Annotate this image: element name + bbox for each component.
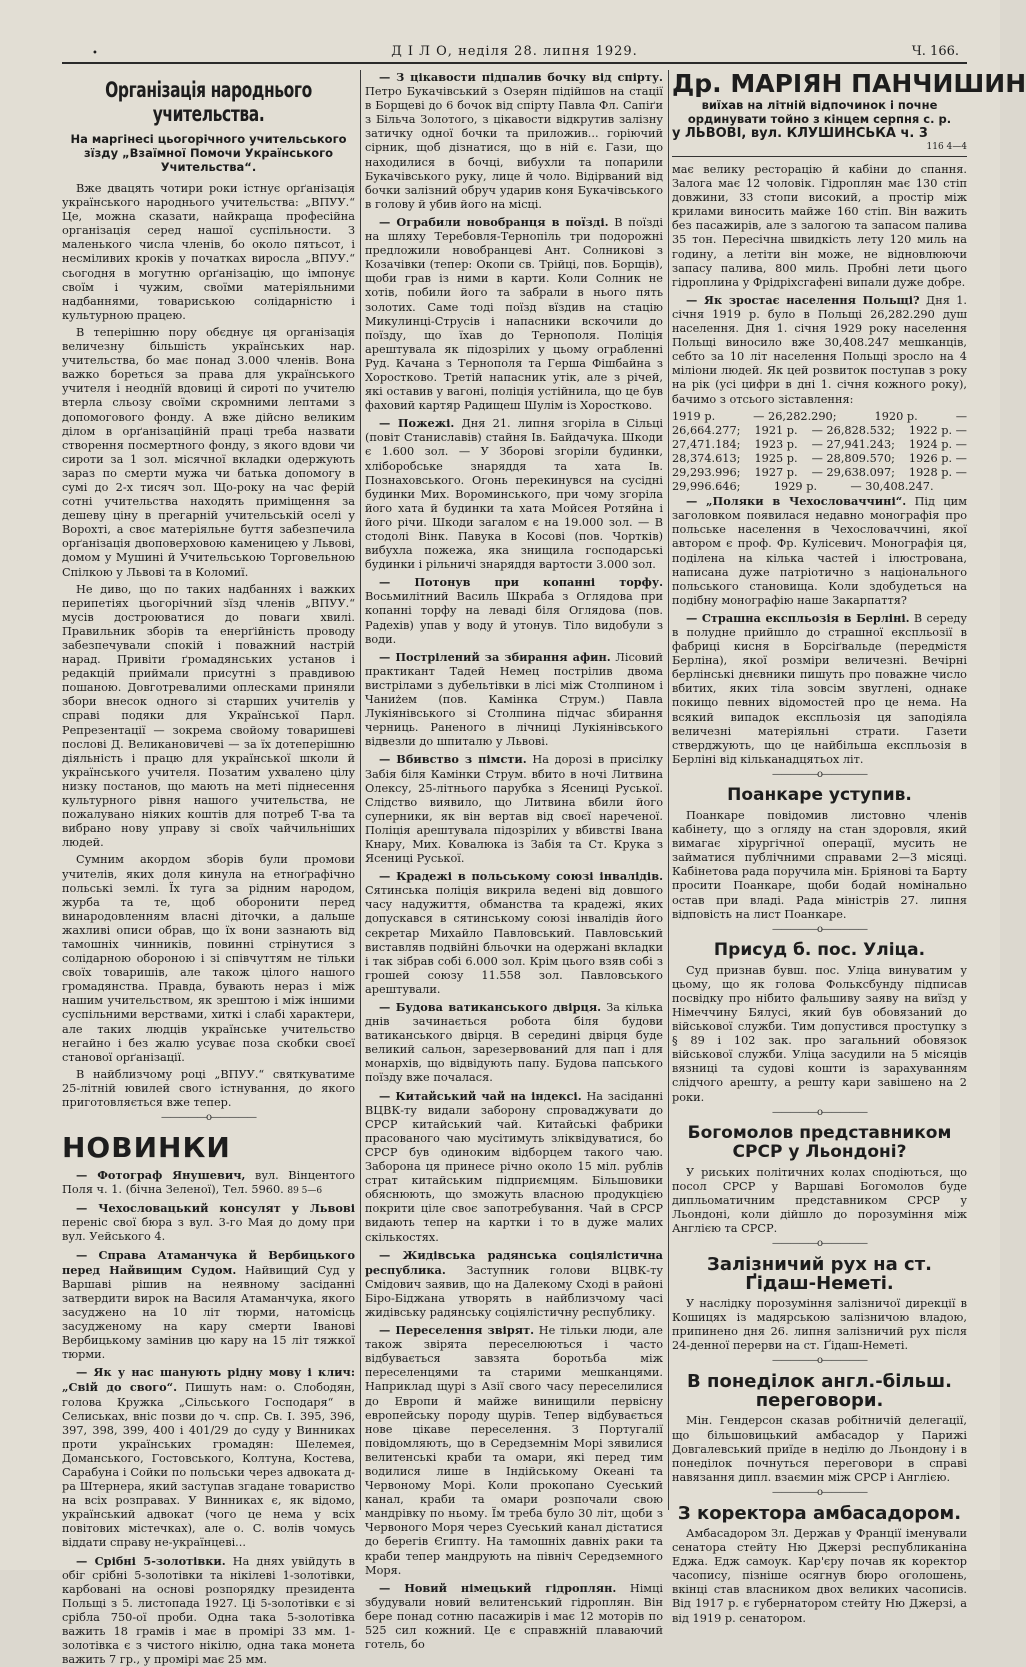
divider: —————o————— bbox=[771, 923, 868, 935]
table-cell: 1927 р. bbox=[754, 465, 798, 479]
table-cell: 1928 р. — bbox=[908, 465, 967, 479]
divider: —————o————— bbox=[771, 1106, 868, 1118]
news-item-lead: — Пострілений за збирання афин. bbox=[379, 649, 611, 664]
table-cell: — bbox=[955, 409, 967, 423]
ad-line: виїхав на літній відпочинок і почне ординувати тойно з кінцем серпня с. р. bbox=[687, 98, 952, 126]
divider: —————o————— bbox=[771, 768, 868, 780]
section-title: В понеділок англ.-більш. переговори. bbox=[687, 1371, 952, 1412]
table-cell: 29,996.646; bbox=[672, 480, 741, 494]
news-item bbox=[365, 752, 663, 866]
advertisement bbox=[672, 69, 1026, 157]
news-item bbox=[672, 611, 967, 767]
table-cell: 27,471.184; bbox=[672, 437, 741, 451]
column-right bbox=[672, 69, 1026, 1625]
news-item bbox=[365, 1248, 663, 1320]
news-item bbox=[672, 293, 967, 407]
table-row bbox=[672, 424, 967, 438]
section-title: Залізничий рух на ст. Ґідаш-Неметі. bbox=[707, 1254, 932, 1295]
news-item-text: Заступник голови ВЦВК-ту Смідович заявив, що на Далекому Сході в районі Біро-Біджана утворять в найблизчому часі жидівську радянську соціялістичну республику. bbox=[365, 1263, 663, 1319]
table-row bbox=[672, 466, 967, 480]
news-item bbox=[672, 163, 967, 290]
news-item bbox=[365, 650, 663, 750]
news-item-text: На днях увійдуть в обіг срібні 5-золотівки та нікілеві 1-золотівки, карбовані на основі розпорядку президента Польщі з 5. листопада 1927. Ці 5-золотівки є зі срібла 750-ої проби. Одна така 5-золотівка важить 18 грамів і має в промірі 33 мм. 1-золотівка є з чистого нікілю, одна така монета важить 7 гр., у промірі має 25 мм. bbox=[62, 1554, 355, 1667]
paragraph: Сумним акордом зборів були промови учителів, яких доля кинула на етноґрафічно польські землі. Їх туга за рідним народом, журба та те, щоб оборонити перед винародовленням власні діточки, а дальше жахливі описи обрав, що їх вони зазнають від тамошніх чинників, повинні стрінутися з солідарною обороною і зі співчуттям не тільки своїх товаришів, але також цілого нашого громадянства. Правда, бувають нераз і між нашим учительством, як зрештою і між іншими суспільними верствами, хиткі і слабі характери, але таких людців українське учительство негайно і без жалю усуває поза скобки своєї станової орґанізації. bbox=[62, 853, 355, 1064]
section-title: Присуд б. пос. Уліца. bbox=[713, 939, 926, 960]
news-item bbox=[365, 1581, 663, 1652]
table-cell: — 28,809.570; bbox=[811, 451, 895, 465]
paragraph: Амбасадором Зл. Держав у Франції іменували сенатора стейту Ню Джерзі республиканіна Еджа. Едж самоук. Кар'єру почав як коректор часопису, пізніше осягнув бюро оголошень, вкінці став власником двох великих часописів. Від 1917 р. є губернатором стейту Ню Джерзі, а від 1919 р. сенатором. bbox=[672, 1526, 967, 1625]
divider: —————o————— bbox=[771, 1486, 868, 1498]
news-item bbox=[62, 1554, 355, 1667]
news-item-text: має велику ресторацію й кабіни до спання. Залога має 12 чоловік. Гідроплян має 130 стіп довжини, 33 стопи високий, а простір між крилами виносить майже 160 стіп. Він важить без пасажирів, але з залогою та запасом палива 35 тон. Пересічна швидкість лету 120 миль на годину, а летіти він може, не відновлюючи запасу палива, 800 миль. Пробні лети цього гідроплина у Фрідріхсгафені випали дуже добре. bbox=[672, 163, 967, 289]
ad-address: у ЛЬВОВІ, вул. КЛУШИНСЬКА ч. 3 bbox=[672, 126, 928, 141]
column-middle bbox=[365, 70, 663, 1652]
paragraph: Вже двацять чотири роки істнує орґанізація українського народнього учительства: „ВПУУ.“ Це, можна сказати, найкраща професійна організація серед нашої суспільности. З маленького числа членів, бо около пятьсот, і несміливих кроків у початках виросла „ВПУУ.“ сьогодня в могутню орґанізацію, що імпонує своїм і чужим, своїми матеріяльними надбаннями, товариською солідарністю і культурною працею. bbox=[62, 182, 355, 322]
table-cell: 1923 р. bbox=[754, 437, 798, 451]
news-item-lead: — Будова ватиканського двірця. bbox=[379, 1000, 602, 1014]
article-title: Організація народнього учительства. bbox=[105, 78, 312, 126]
news-item-text: Пишуть нам: о. Слободян, голова Кружка „Сільського Господаря“ в Селиськах, вніс позви до ч. спр. Св. І. 395, 396, 397, 398, 399, 400 і 401/29 до суду у Винниках проти українських громадян: Шелемея, Доманського, Гостовського, Колтуна, Костева, Сарабуна і Сойки по польськи через адвоката д-ра Штернера, який заступав згадане товариство на всіх розправах. У Винниках є, як відомо, український адвокат (чого це нема у всіх повітових містечках), але о. С. волів чомусь віддати справу не-українцеві... bbox=[62, 1381, 355, 1550]
column-left bbox=[62, 70, 355, 1667]
table-row bbox=[672, 438, 967, 452]
table-cell: — 30,408.247. bbox=[850, 480, 934, 494]
table-row bbox=[672, 480, 967, 494]
table-cell: 1929 р. bbox=[773, 480, 818, 494]
news-item-text: Німці збудували новий велитенський гідроплян. Він бере понад сотню пасажирів і має 12 моторів по 525 сил кожний. Це є справжній плаваючий готель, бо bbox=[365, 1581, 663, 1652]
news-item-text: В середу в полудне прийшло до страшної експльозії в фабриці кисня в Борсіґвальде (передмістя Берліна), якої розміри величезні. Вечірні берлінські днєвники пишуть про поважне число вбитих, яких тіла зовсім звуглені, однаке покищо певних відомостей про це нема. На всякий випадок експльозія ця заподіяла величезні матеріяльні страти. Газети стверджують, що це найбільша експльозія в Берліні від кільканадцятьох літ. bbox=[672, 611, 967, 766]
news-item-lead: — Як зростає населення Польщі? bbox=[686, 292, 920, 307]
news-item-text: На дорозі в присілку Забія біля Камінки Струм. вбито в ночі Литвина Олексу, 25-літнього парубка з Ясениці Руської. Слідство виявило, що Литвина вбили його суперники, як він вертав від своєї нареченої. Поліція арештувала підозрілих у вбивстві Івана Кнару, Мих. Ковалюка із Забія та Ст. Крука з Ясениці Руської. bbox=[365, 753, 663, 866]
table-cell: 1920 р. bbox=[874, 409, 918, 423]
table-cell: 29,293.996; bbox=[672, 465, 741, 479]
table-row bbox=[672, 410, 967, 424]
news-item-lead: — Срібні 5-золотівки. bbox=[76, 1553, 226, 1568]
table-cell: — 29,638.097; bbox=[811, 465, 895, 479]
table-cell: 1924 р. — bbox=[908, 437, 967, 451]
paragraph: В теперішню пору обєднує ця організація величезну більшість українських нар. учительства, бо має понад 3.000 членів. Вона важко бореться за права для українського учителя і неоднїй вдовиці й сироті по учителю втерла сльозу своїми скромними лептами з допомогового фонду. А вже дійсно великим ділом в орґанізаційній праці треба назвати створення посмертного фонду, з якого вдови чи сироти за 1 зол. місячної вкладки одержують зараз по смерти мужа чи батька допомогу в сумі до 2-х тисяч зол. Що-року на час ферій сотні учительства находять приміщення за дешеву ціну в прегарній учительській оселі у Ворохті, а своє матеріяльне буття забезпечила орґанізація двоповерховою каменицею у Львові, домом у Мушині й Учительською Торговельною Спілкою у Львові та в Коломиї. bbox=[62, 325, 355, 579]
news-item-text: За кілька днів зачинається робота біля будови ватиканського двірця. В середині двірця буде великий сальон, зарезервований для пап і для монархів, що відвідують папу. Будова папського поїзду вже почалася. bbox=[365, 1001, 663, 1085]
news-item bbox=[365, 215, 663, 413]
divider: —————o————— bbox=[771, 1355, 868, 1367]
news-item bbox=[62, 1248, 355, 1363]
news-item bbox=[365, 1000, 663, 1086]
news-item bbox=[62, 1201, 355, 1244]
news-item-lead: — Ограбили новобранця в поїзді. bbox=[379, 214, 609, 229]
news-item-text: Не тільки люди, але також звірята переселюються і часто відбувається завзята боротьба між переселенцями та старими мешканцями. Наприклад щурі з Азії свого часу переселилися до Европи й майже винищили первісну европейську породу щурів. Тепер відбувається нове цікаве переселення. З Португалії повідомляють, що в Середземнім Морі зявилися велитенські краби та омари, які перед тим водилися лише в Індійському Океані та Червоному Морі. Коли прокопано Суеський канал, краби та омари розпочали свою мандрівку по ньому. Їм треба було 30 літ, щоби з Червоного Моря через Суеський канал дістатися до берегів Єгипту. На тамошніх давніх раки та краби тепер мандрують на північ Середземного Моря. bbox=[365, 1324, 663, 1577]
section-title: Богомолов представником СРСР у Льондоні? bbox=[687, 1122, 952, 1162]
news-item-text: переніс свої бюра з вул. 3-го Мая до дому при вул. Уейського 4. bbox=[62, 1216, 355, 1244]
news-item-lead: — Переселення звірят. bbox=[379, 1323, 535, 1338]
news-item-lead: — Вбивство з пімсти. bbox=[379, 752, 527, 767]
ad-code: 116 4—4 bbox=[926, 142, 967, 152]
news-item-text: Петро Букачівський з Озерян підійшов на стації в Борщеві до 6 бочок від спірту Павла Фл. Сапіґи з Більча Золотого, з цікавости відкрутив залізну затичку одної бочки та приложив... горіючий сірник, щоб дізнатися, що в ній є. Гази, що находилися в бочці, вибухли та попарили Букачівського руку, лице й чоло. Відірваний від бочки залізний обруч ударив коня Букачівського в голову й убив його на місці. bbox=[365, 85, 663, 211]
paragraph: У наслідку порозуміння залізничої дирекції в Кошицях із мадярською залізничою владою, припинено дня 26. липня залізничий рух після 24-денної перерви на ст. Ґідаш-Неметі. bbox=[672, 1297, 967, 1353]
news-item-lead: — Справа Атаманчука й Вербицького перед Найвищим Судом. bbox=[62, 1247, 355, 1277]
ad-name: Др. МАРІЯН ПАНЧИШИН bbox=[672, 69, 1026, 98]
news-item-text: Дня 21. липня згоріла в Сільці (повіт Станиславів) стайня Ів. Байдачука. Шкоди є 1.600 зол. — У Зборові згоріли будинки, хліборобське знаряддя та хата Ів. Познаховського. Огонь перекинувся на сусідні будинки Мих. Вороминського, при чому згоріла його хата й будинки та хата Мойсея Ротяйна і його річи. Шкоди загалом є на 19.000 зол. — В стодолі Вінк. Павука в Косові (пов. Чортків) вибухла пожежа, яка знищила господарські будинки і рільничі знаряддя вартости 3.000 зол. bbox=[365, 417, 663, 572]
table-cell: — 27,941.243; bbox=[811, 437, 895, 451]
section-title: З коректора амбасадором. bbox=[677, 1502, 962, 1524]
paragraph: Мін. Гендерсон сказав робітничій делегації, що більшовицький амбасадор у Парижі Довгалевський приїде в неділю до Льондону і в понеділок почнуться переговори в справі навязання дипл. взаємин між СРСР і Англією. bbox=[672, 1414, 967, 1484]
table-cell: — 26,282.290; bbox=[753, 409, 837, 423]
issue-number: Ч. 166. bbox=[911, 44, 959, 59]
population-table bbox=[672, 410, 967, 495]
news-item-lead: — Жидівська радянська соціялістична республика. bbox=[365, 1247, 663, 1277]
news-item bbox=[365, 1089, 663, 1245]
news-item-lead: — Чехословацький консулят у Львові bbox=[76, 1201, 355, 1216]
header-title: Д І Л О, неділя 28. липня 1929. bbox=[391, 44, 638, 59]
news-item-lead: — Потонув при копанні торфу. bbox=[379, 575, 663, 590]
paragraph: Суд признав бувш. пос. Уліца винуватим у цьому, що як голова Фольксбунду підписав посвідку про нібито фальшиву заяву на виїзд у Німеччину Бялусі, який був обовязаний до військової служби. Тим допустився проступку з § 89 і 102 зак. про загальний обовязок військової служби. Уліца засудили на 5 місяців вязниці та судові кошти із зарахуванням слідчого арешту, а решту кари завішено на 2 роки. bbox=[672, 963, 967, 1104]
table-cell: 1921 р. bbox=[754, 423, 798, 437]
divider: —————o————— bbox=[160, 1112, 257, 1124]
news-item-text: Сятинська поліція викрила ведені від довшого часу надужиття, обманства та крадежі, яких допускався в сятинському союзі інвалідів його секретар Михайло Павловський. Павловський виставляв подвійні бльочки на одержані вкладки і так зібрав собі 6.000 зол. Крім цього взяв собі з грошей союзу 11.558 зол. Павловського арештували. bbox=[365, 884, 663, 996]
news-item-lead: — Пожежі. bbox=[379, 416, 455, 431]
news-item-text: На засіданні ВЦВК-ту видали заборону спроваджувати до СРСР китайський чай. Китайські фабрики прасованого чаю мусітимуть зліквідуватися, бо СРСР був одиноким відборцем такого чаю. Заборона ця принесе річно около 15 міл. рублів страт китайським підприємцям. Більшовики обяснюють, що зможуть власною продукцією покрити ціле своє запотребування. Чай в СРСР видають тепер на картки і то в дуже малих скількостях. bbox=[365, 1089, 663, 1244]
news-item-lead: — Фотограф Янушевич, bbox=[76, 1168, 246, 1183]
news-item-lead: — „Поляки в Чехословаччині“. bbox=[686, 494, 907, 509]
section-title: Поанкаре уступив. bbox=[727, 784, 912, 805]
news-item-lead: — Китайський чай на індексі. bbox=[379, 1088, 582, 1103]
paragraph: В найблизчому році „ВПУУ.“ святкуватиме 25-літній ювилей свого істнування, до якого приготовляється вже тепер. bbox=[62, 1067, 355, 1109]
news-item-text: Найвищий Суд у Варшаві рішив на неявному засіданні затвердити вирок на Василя Атаманчука, якого засуджено на 10 літ тюрми, натомісць засудженому на кару смерти Іванові Вербицькому замінив цю кару на 15 літ тяжкої тюрми. bbox=[62, 1263, 355, 1362]
news-item-lead: — Крадежі в польському союзі інвалідів. bbox=[379, 869, 663, 884]
paragraph: У риських політичних колах сподіються, що посол СРСР у Варшаві Богомолов буде дипльоматичним представником СРСР у Льондоні, коли дійшло до порозуміння між Англією та СРСР. bbox=[672, 1165, 967, 1235]
news-item-text: В поїзді на шляху Теребовля-Тернопіль три подорожні предложили новобранцеві Ант. Солникові з Козачівки (тепер: Окопи св. Трійці, пов. Борщів), щоби грав із ними в карти. Коли Солник не хотів, побили його та забрали в нього пять золотих. Саме тоді поїзд вїздив на стацію Микулинці-Струсів і напасники вскочили до поїзду, що їхав до Тернополя. Поліція арештувала як підозрілих у цьому ограбленні Руд. Качана з Тернополя та Герша Фішбайна з Хоростково. Третій напасник утік, але з річей, які оставив у вагоні, поліція устійнила, що це був фаховий картяр Радищеш Шулім із Хоростково. bbox=[365, 215, 663, 413]
news-item bbox=[365, 869, 663, 997]
news-item-text: вул. Вінцентого Поля ч. 1. (бічна Зеленої), Тел. 5960. bbox=[62, 1169, 355, 1197]
news-item bbox=[672, 494, 967, 608]
news-item-text: Під цим заголовком появилася недавно монографія про польське населення в Чехословаччині, якої автором є проф. Фр. Кулісевич. Монографія ця, поділена на кілька частей і ілюстрована, написана дуже патріотично з національного польського становища. Коли здобудеться на подібну монографію наше Закарпаття? bbox=[672, 495, 967, 607]
news-item-text: Дня 1. січня 1919 р. було в Польщі 26,282.290 душ населення. Дня 1. січня 1929 року населення Польщі виносило вже 30,408.247 мешканців, себто за 10 літ населення Польщі зросло на 4 міліони людей. Як цей розвиток поступав з року на рік (усі цифри в дні 1. січня кожного року), бачимо з отсього зіставлення: bbox=[672, 293, 967, 406]
news-item-text: Лісовий практикант Тадей Немец пострілив двома вистрілами з дубельтівки в лісі між Столпином і Чаниżем (пов. Камінка Струм.) Павла Лукіянівського зі Столпина підчас збирання черниць. Раненого в лічниці Лукіянівського відвезли до шпиталю у Львові. bbox=[365, 650, 663, 749]
table-cell: 1925 р. bbox=[754, 451, 798, 465]
table-cell: 28,374.613; bbox=[672, 451, 741, 465]
column-rule bbox=[668, 70, 669, 1510]
news-item-lead: — Новий німецький гідроплян. bbox=[379, 1580, 617, 1595]
table-cell: 26,664.277; bbox=[672, 423, 741, 437]
news-item-lead: — Як у нас шанують рідну мову і клич: „Свій до свого“. bbox=[62, 1365, 355, 1395]
section-title-novynky: НОВИНКИ bbox=[62, 1131, 231, 1165]
article-subtitle: На маргінесі цьогорічного учительського зїзду „Взаїмної Помочи Українського Учительства“. bbox=[70, 132, 347, 174]
header-mark: • bbox=[92, 48, 98, 59]
table-cell: — 26,828.532; bbox=[811, 423, 895, 437]
column-rule bbox=[360, 70, 361, 1510]
news-item-text: Восьмилітний Василь Шкраба з Оглядова при копанні торфу на леваді біля Оглядова (пов. Радехів) упав у воду й утонув. Тіло видобули з води. bbox=[365, 590, 663, 646]
news-item bbox=[365, 1323, 663, 1578]
table-row bbox=[672, 452, 967, 466]
paragraph: Поанкаре повідомив листовно членів кабінету, що з огляду на стан здоровля, який вимагає хірургічної операції, мусить не займатися публічними справами 2—3 місяці. Кабінетова рада поручила мін. Бріянові та Барту просити Поанкаре, щоби бодай номінально остав при владі. Рада міністрів 27. липня відповість на лист Поанкаре. bbox=[672, 808, 967, 921]
news-item bbox=[365, 70, 663, 212]
news-item bbox=[62, 1168, 355, 1198]
table-cell: 1919 р. bbox=[672, 409, 716, 423]
ad-code: 89 5—6 bbox=[287, 1186, 323, 1197]
paragraph: Не диво, що по таких надбаннях і важких перипетіях цьогорічний зїзд членів „ВПУУ.“ мусів достроюватися до поваги хвилі. Правильник зборів та енерґійність проводу забезпечували спокій і поважний настрій нарад. Привіти ґромадянських установ і редакцій приймали присутні з правдивою пошаною. Довготревалими оплесками приняли збори внесок одного зі старших учителів у справі подяки для Української Парл. Репрезентації — зокрема свойому товаришеві послові Д. Великановичеві — за їх дотеперішню діяльність і працю для української школи й українського учителя. Позатим ухвалено цілу низку постанов, що мають на меті піднесення культурного рівня нашого учительства, не пожалувано ніяких коштів для потреб Т-ва та вибрано нову управу зі своїх чайчильніших людей. bbox=[62, 582, 355, 850]
news-item bbox=[62, 1365, 355, 1550]
table-cell: 1926 р. — bbox=[908, 451, 967, 465]
divider: —————o————— bbox=[771, 1238, 868, 1250]
page-header bbox=[62, 40, 967, 64]
news-item bbox=[365, 416, 663, 572]
news-item-lead: — З цікавости підпалив бочку від спірту. bbox=[379, 70, 663, 84]
table-cell: 1922 р. — bbox=[908, 423, 967, 437]
news-item-lead: — Страшна експльозія в Берліні. bbox=[686, 610, 910, 625]
news-item bbox=[365, 575, 663, 646]
